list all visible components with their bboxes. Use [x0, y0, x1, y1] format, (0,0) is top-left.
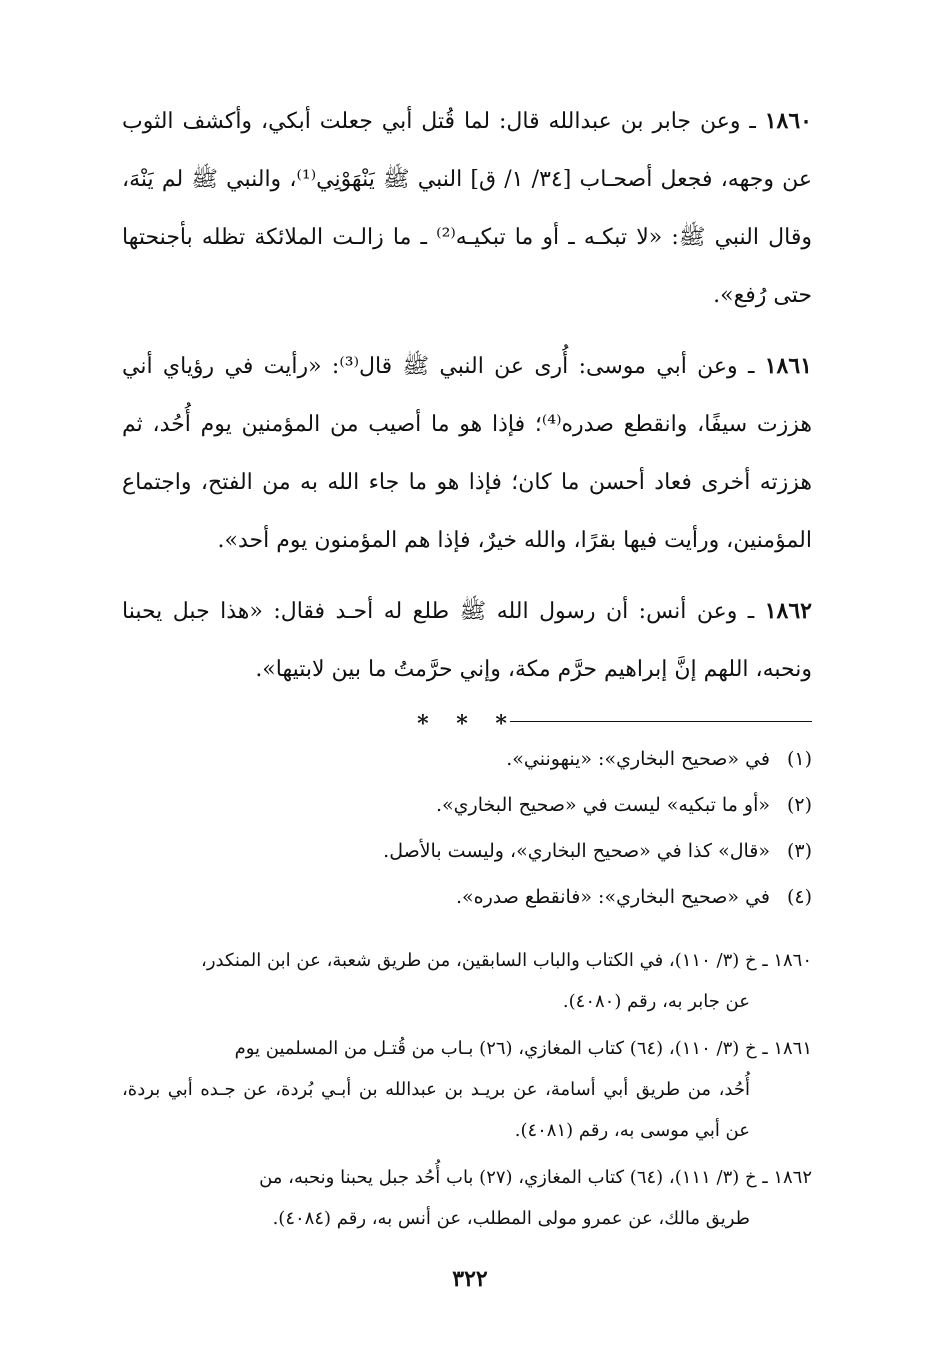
takhrij-first-line: ١٨٦٠ ـ خ (٣/ ١١٠)، في الكتاب والباب السابقين، من طريق شعبة، عن ابن المنكدر،	[201, 950, 812, 971]
hadith-number: ١٨٦٢	[764, 598, 812, 624]
hadith-1861	[122, 337, 812, 570]
takhrij-item	[122, 940, 812, 1022]
hadith-number: ١٨٦٠	[764, 108, 812, 134]
hadith-section	[122, 92, 812, 751]
footnote-number: (١)	[786, 748, 812, 770]
footnote-text: في «صحيح البخاري»: «ينهونني».	[506, 748, 770, 770]
footnote-number: (٤)	[786, 886, 812, 908]
footnote-number: (٣)	[786, 840, 812, 862]
takhrij-continuation: طريق مالك، عن عمرو مولى المطلب، عن أنس به، رقم (٤٠٨٤).	[272, 1208, 750, 1229]
page-number: ٣٢٢	[452, 1266, 488, 1292]
footnote-item	[122, 874, 812, 920]
footnote-text: «قال» كذا في «صحيح البخاري»، وليست بالأصل.	[383, 840, 770, 862]
section-separator: * * *	[417, 711, 517, 737]
takhrij-first-line: ١٨٦٢ ـ خ (٣/ ١١١)، (٦٤) كتاب المغازي، (٢٧) باب أُحُد جبل يحبنا ونحبه، من	[259, 1167, 812, 1188]
takhrij-item	[122, 1157, 812, 1239]
footnote-item	[122, 828, 812, 874]
hadith-text: ـ وعن جابر بن عبدالله قال: لما قُتل أبي جعلت أبكي، وأكشف الثوب عن وجهه، فجعل أصحـاب [٣٤/ ١/ ق] النبي ﷺ يَنْهَوْنِي⁽¹⁾، والنبي ﷺ لم يَنْهَ، وقال النبي ﷺ: «لا تبكـه ـ أو ما تبكيـه⁽²⁾ ـ ما زالـت الملائكة تظله بأجنحتها حتى رُفع».	[122, 109, 813, 308]
hadith-1862	[122, 582, 812, 699]
takhrij-first-line: ١٨٦١ ـ خ (٣/ ١١٠)، (٦٤) كتاب المغازي، (٢٦) بـاب من قُتـل من المسلمين يوم	[234, 1038, 812, 1059]
footnote-item	[122, 782, 812, 828]
footnote-item	[122, 736, 812, 782]
takhrij-item	[122, 1028, 812, 1151]
footnotes	[122, 736, 812, 920]
footnote-number: (٢)	[786, 794, 812, 816]
takhrij-section	[122, 940, 812, 1245]
takhrij-continuation: عن جابر به، رقم (٤٠٨٠).	[562, 991, 750, 1012]
hadith-1860	[122, 92, 812, 325]
hadith-number: ١٨٦١	[764, 353, 812, 379]
footnote-text: «أو ما تبكيه» ليست في «صحيح البخاري».	[436, 794, 770, 816]
hadith-text: ـ وعن أنس: أن رسول الله ﷺ طلع له أحـد فقال: «هذا جبل يحبنا ونحبه، اللهم إنَّ إبراهيم حرَّم مكة، وإني حرَّمتُ ما بين لابتيها».	[122, 599, 812, 682]
takhrij-continuation: أُحُد، من طريق أبي أسامة، عن بريـد بن عبدالله بن أبـي بُردة، عن جـده أبي بردة، عن أبي موسى به، رقم (٤٠٨١).	[122, 1079, 750, 1141]
footnote-text: في «صحيح البخاري»: «فانقطع صدره».	[455, 886, 770, 908]
hadith-text: ـ وعن أبي موسى: أُرى عن النبي ﷺ قال⁽³⁾: «رأيت في رؤياي أني هززت سيفًا، وانقطع صدره⁽⁴⁾؛ فإذا هو ما أصيب من المؤمنين يوم أُحُد، ثم هززته أخرى فعاد أحسن ما كان؛ فإذا هو ما جاء الله به من الفتح، واجتماع المؤمنين، ورأيت فيها بقرًا، والله خيرٌ، فإذا هم المؤمنون يوم أحد».	[122, 354, 812, 553]
footnote-divider	[510, 721, 812, 722]
